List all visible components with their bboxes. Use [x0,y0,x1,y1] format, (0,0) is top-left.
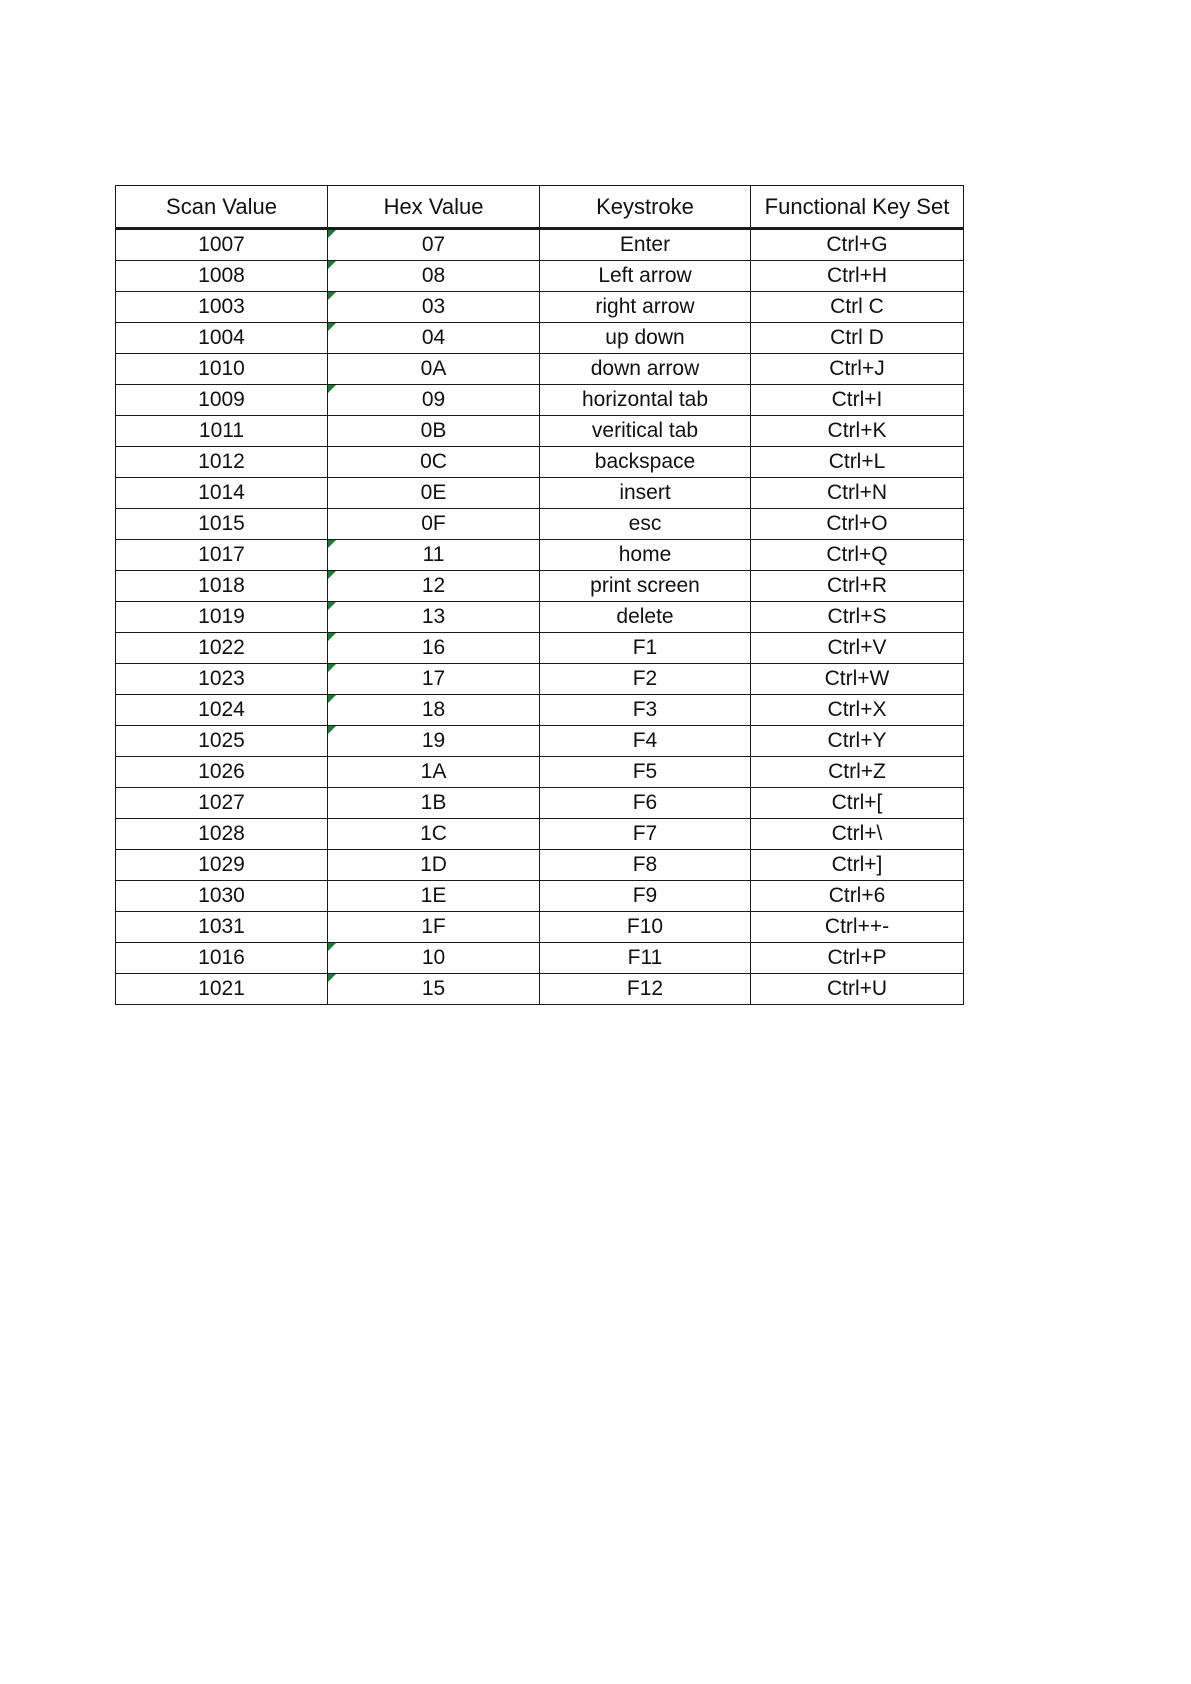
functional-key-cell-text: Ctrl+G [826,233,888,256]
functional-key-cell-text: Ctrl+S [827,605,887,628]
header-keystroke: Keystroke [540,186,751,229]
functional-key-cell-text: Ctrl+X [827,698,887,721]
scan-value-cell-text: 1024 [198,698,245,721]
hex-value-cell-text: 18 [421,698,446,721]
functional-key-cell-text: Ctrl+6 [828,884,886,907]
hex-value-cell-text: 1F [421,915,446,938]
scan-value-cell[interactable] [116,943,328,974]
scan-value-cell-text: 1015 [198,512,245,535]
scan-value-cell-text: 1026 [198,760,245,783]
functional-key-cell[interactable] [751,881,964,912]
hex-value-cell-text: 1A [420,760,447,783]
hex-value-cell[interactable] [328,819,540,850]
scan-value-cell[interactable] [116,229,328,261]
keystroke-cell-text: F9 [632,884,658,907]
hex-value-cell[interactable] [328,602,540,633]
table-row [116,602,964,633]
hex-value-cell-text: 0F [421,512,446,535]
scan-value-cell[interactable] [116,633,328,664]
hex-value-cell[interactable] [328,788,540,819]
functional-key-cell[interactable] [751,757,964,788]
table-row [116,571,964,602]
hex-value-cell-text: 19 [421,729,446,752]
functional-key-cell-text: Ctrl+K [827,419,887,442]
scan-value-cell-text: 1003 [198,295,245,318]
scan-value-cell[interactable] [116,571,328,602]
table-row [116,881,964,912]
functional-key-cell[interactable] [751,416,964,447]
hex-value-cell-text: 11 [422,543,445,566]
scan-value-cell[interactable] [116,912,328,943]
scan-value-cell-text: 1011 [198,419,245,442]
functional-key-cell[interactable] [751,633,964,664]
table-row [116,695,964,726]
keystroke-cell[interactable] [540,602,751,633]
scan-value-cell[interactable] [116,881,328,912]
scan-value-cell-text: 1021 [198,977,245,1000]
keystroke-cell-text: F2 [632,667,658,690]
keystroke-cell[interactable] [540,664,751,695]
hex-value-cell[interactable] [328,540,540,571]
hex-value-cell-text: 1D [420,853,447,876]
scan-value-cell-text: 1008 [198,264,245,287]
keystroke-cell-text: horizontal tab [581,388,709,411]
keystroke-cell-text: home [618,543,672,566]
hex-value-cell-text: 0E [420,481,447,504]
scan-value-cell[interactable] [116,447,328,478]
keystroke-cell-text: veritical tab [591,419,699,442]
scan-value-cell-text: 1029 [198,853,245,876]
keystroke-cell[interactable] [540,229,751,261]
hex-value-cell[interactable] [328,323,540,354]
table-row [116,850,964,881]
functional-key-cell[interactable] [751,664,964,695]
functional-key-cell[interactable] [751,726,964,757]
hex-value-cell-text: 15 [421,977,446,1000]
hex-value-cell[interactable] [328,509,540,540]
functional-key-cell-text: Ctrl+U [826,977,888,1000]
scan-value-cell[interactable] [116,509,328,540]
functional-key-cell-text: Ctrl+H [826,264,888,287]
scan-value-cell-text: 1016 [198,946,245,969]
text-number-warning-icon [328,664,336,672]
scan-value-cell[interactable] [116,540,328,571]
scan-value-cell-text: 1019 [198,605,245,628]
functional-key-cell[interactable] [751,261,964,292]
hex-value-cell[interactable] [328,974,540,1005]
functional-key-cell[interactable] [751,912,964,943]
scan-value-cell-text: 1031 [198,915,245,938]
scan-value-cell[interactable] [116,695,328,726]
text-number-warning-icon [328,323,336,331]
keystroke-cell[interactable] [540,788,751,819]
functional-key-cell-text: Ctrl+O [826,512,888,535]
table-row [116,664,964,695]
text-number-warning-icon [328,261,336,269]
table-row [116,974,964,1005]
functional-key-cell-text: Ctrl+Y [827,729,887,752]
table-row [116,819,964,850]
keystroke-cell-text: backspace [594,450,696,473]
scan-value-cell[interactable] [116,788,328,819]
keystroke-cell-text: F1 [632,636,658,659]
functional-key-cell-text: Ctrl+[ [831,791,883,814]
header-scan-value: Scan Value [116,186,328,229]
scan-value-cell-text: 1010 [198,357,245,380]
header-hex-value: Hex Value [328,186,540,229]
table-row [116,323,964,354]
text-number-warning-icon [328,230,336,238]
functional-key-cell-text: Ctrl+L [828,450,886,473]
table-body [116,229,964,1005]
keystroke-cell-text: right arrow [595,295,695,318]
scan-value-cell-text: 1018 [198,574,245,597]
hex-value-cell[interactable] [328,261,540,292]
scan-value-cell-text: 1022 [198,636,245,659]
scan-value-cell-text: 1009 [198,388,245,411]
header-row [116,186,964,229]
hex-value-cell-text: 16 [421,636,446,659]
hex-value-cell[interactable] [328,664,540,695]
functional-key-cell-text: Ctrl+N [826,481,888,504]
hex-value-cell-text: 17 [421,667,446,690]
keystroke-cell-text: F3 [632,698,658,721]
scan-value-cell[interactable] [116,819,328,850]
table-row [116,509,964,540]
scan-value-cell-text: 1025 [198,729,245,752]
hex-value-cell[interactable] [328,881,540,912]
keystroke-cell[interactable] [540,261,751,292]
scan-value-cell-text: 1027 [198,791,245,814]
keystroke-cell-text: down arrow [590,357,700,380]
keystroke-cell[interactable] [540,292,751,323]
table-row [116,416,964,447]
hex-value-cell-text: 1B [420,791,447,814]
scan-value-cell[interactable] [116,385,328,416]
keystroke-cell[interactable] [540,354,751,385]
functional-key-cell[interactable] [751,447,964,478]
header-functional-key-set: Functional Key Set [751,186,964,229]
hex-value-cell-text: 03 [421,295,446,318]
table-row [116,633,964,664]
functional-key-cell-text: Ctrl+I [831,388,883,411]
hex-value-cell[interactable] [328,385,540,416]
keystroke-cell[interactable] [540,385,751,416]
functional-key-cell-text: Ctrl+\ [831,822,883,845]
functional-key-cell[interactable] [751,974,964,1005]
table-row [116,757,964,788]
keystroke-cell-text: Enter [619,233,671,256]
keystroke-cell-text: up down [605,326,685,349]
hex-value-cell[interactable] [328,726,540,757]
functional-key-cell[interactable] [751,602,964,633]
table-row [116,478,964,509]
hex-value-cell[interactable] [328,416,540,447]
table-row [116,447,964,478]
scan-value-cell-text: 1014 [198,481,245,504]
scan-value-cell[interactable] [116,602,328,633]
text-number-warning-icon [328,385,336,393]
keystroke-cell-text: insert [619,481,671,504]
hex-value-cell[interactable] [328,354,540,385]
keystroke-cell-text: print screen [590,574,700,597]
hex-value-cell[interactable] [328,695,540,726]
functional-key-cell-text: Ctrl+Z [828,760,886,783]
scan-value-cell[interactable] [116,974,328,1005]
keystroke-cell[interactable] [540,509,751,540]
functional-key-cell-text: Ctrl++- [824,915,890,938]
keystroke-cell[interactable] [540,881,751,912]
functional-key-cell[interactable] [751,354,964,385]
functional-key-cell-text: Ctrl+R [826,574,888,597]
keystroke-cell[interactable] [540,974,751,1005]
hex-value-cell-text: 0B [420,419,447,442]
key-mapping-table [115,185,964,1005]
hex-value-cell-text: 1E [420,884,447,907]
hex-value-cell-text: 0C [420,450,447,473]
scan-value-cell[interactable] [116,292,328,323]
scan-value-cell-text: 1023 [198,667,245,690]
scan-value-cell[interactable] [116,478,328,509]
keystroke-cell[interactable] [540,819,751,850]
functional-key-cell-text: Ctrl+P [827,946,887,969]
scan-value-cell[interactable] [116,726,328,757]
keystroke-cell[interactable] [540,726,751,757]
functional-key-cell-text: Ctrl D [830,326,884,349]
hex-value-cell-text: 04 [421,326,446,349]
keystroke-cell[interactable] [540,695,751,726]
scan-value-cell[interactable] [116,664,328,695]
table-row [116,354,964,385]
text-number-warning-icon [328,292,336,300]
keystroke-cell-text: delete [616,605,674,628]
scan-value-cell-text: 1030 [198,884,245,907]
hex-value-cell[interactable] [328,478,540,509]
keystroke-cell[interactable] [540,633,751,664]
hex-value-cell[interactable] [328,943,540,974]
keystroke-cell-text: F5 [632,760,658,783]
text-number-warning-icon [328,695,336,703]
keystroke-cell[interactable] [540,540,751,571]
text-number-warning-icon [328,726,336,734]
functional-key-cell[interactable] [751,695,964,726]
hex-value-cell[interactable] [328,633,540,664]
hex-value-cell[interactable] [328,912,540,943]
keystroke-cell-text: F8 [632,853,658,876]
keystroke-cell[interactable] [540,850,751,881]
scan-value-cell[interactable] [116,261,328,292]
text-number-warning-icon [328,633,336,641]
functional-key-cell[interactable] [751,788,964,819]
functional-key-cell[interactable] [751,571,964,602]
keystroke-cell-text: F12 [626,977,664,1000]
table-row [116,912,964,943]
text-number-warning-icon [328,943,336,951]
scan-value-cell[interactable] [116,416,328,447]
functional-key-cell[interactable] [751,385,964,416]
functional-key-cell[interactable] [751,850,964,881]
text-number-warning-icon [328,974,336,982]
functional-key-cell-text: Ctrl+] [831,853,883,876]
table-row [116,229,964,261]
keystroke-cell[interactable] [540,571,751,602]
keystroke-cell-text: Left arrow [598,264,692,287]
scan-value-cell-text: 1017 [198,543,245,566]
functional-key-cell-text: Ctrl+J [829,357,885,380]
hex-value-cell-text: 08 [421,264,446,287]
keystroke-cell-text: F7 [632,822,658,845]
hex-value-cell[interactable] [328,571,540,602]
hex-value-cell-text: 12 [421,574,446,597]
table-row [116,540,964,571]
functional-key-cell-text: Ctrl+Q [826,543,888,566]
hex-value-cell[interactable] [328,447,540,478]
functional-key-cell[interactable] [751,323,964,354]
scan-value-cell[interactable] [116,850,328,881]
functional-key-cell[interactable] [751,943,964,974]
keystroke-cell[interactable] [540,757,751,788]
functional-key-cell-text: Ctrl+W [824,667,890,690]
table-row [116,726,964,757]
keystroke-cell[interactable] [540,447,751,478]
keystroke-cell[interactable] [540,943,751,974]
keystroke-cell[interactable] [540,416,751,447]
keystroke-cell-text: F11 [627,946,663,969]
functional-key-cell-text: Ctrl C [830,295,884,318]
functional-key-cell[interactable] [751,292,964,323]
scan-value-cell[interactable] [116,354,328,385]
hex-value-cell[interactable] [328,757,540,788]
hex-value-cell[interactable] [328,850,540,881]
functional-key-cell[interactable] [751,540,964,571]
keystroke-cell[interactable] [540,478,751,509]
functional-key-cell[interactable] [751,478,964,509]
scan-value-cell-text: 1007 [198,233,245,256]
scan-value-cell[interactable] [116,757,328,788]
hex-value-cell-text: 0A [420,357,447,380]
hex-value-cell-text: 1C [420,822,447,845]
scan-value-cell-text: 1028 [198,822,245,845]
table-row [116,292,964,323]
keystroke-cell-text: F10 [626,915,664,938]
keystroke-cell[interactable] [540,323,751,354]
hex-value-cell-text: 09 [421,388,446,411]
table-row [116,943,964,974]
keystroke-cell-text: esc [628,512,662,535]
functional-key-cell[interactable] [751,229,964,261]
table-row [116,261,964,292]
scan-value-cell-text: 1004 [198,326,245,349]
keystroke-cell-text: F4 [632,729,658,752]
keystroke-cell-text: F6 [632,791,658,814]
text-number-warning-icon [328,602,336,610]
hex-value-cell[interactable] [328,229,540,261]
text-number-warning-icon [328,571,336,579]
hex-value-cell[interactable] [328,292,540,323]
table-row [116,788,964,819]
hex-value-cell-text: 07 [421,233,446,256]
scan-value-cell[interactable] [116,323,328,354]
scan-value-cell-text: 1012 [198,450,245,473]
table-row [116,385,964,416]
keystroke-cell[interactable] [540,912,751,943]
text-number-warning-icon [328,540,336,548]
functional-key-cell-text: Ctrl+V [827,636,887,659]
functional-key-cell[interactable] [751,509,964,540]
hex-value-cell-text: 13 [421,605,446,628]
hex-value-cell-text: 10 [421,946,446,969]
functional-key-cell[interactable] [751,819,964,850]
